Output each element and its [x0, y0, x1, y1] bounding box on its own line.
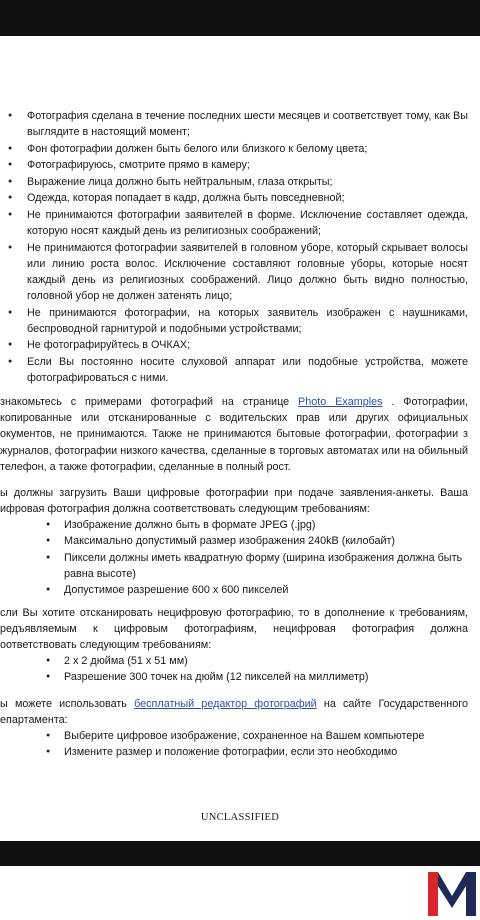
- editor-steps-list: [0, 728, 468, 761]
- editor-text-after: на сайте Государственного епартамента:: [0, 698, 468, 727]
- list-item: ● Не принимаются фотографии заявителей в головном уборе, который скрывает волосы или линию роста волос. Исключение составляют головные уборы, которые носят каждый день из религиозных соображений. Лицо должно быть видно полностью, головной убор не должен затенять лицо;: [0, 240, 468, 304]
- list-item: ● Допустимое разрешение 600 х 600 пикселей: [0, 582, 468, 598]
- top-black-bar: [0, 0, 480, 36]
- list-item: ● Разрешение 300 точек на дюйм (12 пикселей на миллиметр): [0, 669, 468, 685]
- list-item: ● Пиксели должны иметь квадратную форму (ширина изображения должна быть равна высоте): [0, 550, 468, 582]
- classification-footer: UNCLASSIFIED: [200, 812, 280, 823]
- list-item: ● 2 х 2 дюйма (51 х 51 мм): [0, 653, 468, 669]
- list-item: ● Выражение лица должно быть нейтральным, глаза открыты;: [0, 174, 468, 190]
- bottom-black-bar: [0, 841, 480, 866]
- list-item: ● Максимально допустимый размер изображения 240kB (килобайт): [0, 533, 468, 549]
- free-photo-editor-link[interactable]: бесплатный редактор фотографий: [134, 698, 317, 710]
- digital-requirements-list: [0, 517, 468, 599]
- editor-text-before: ы можете использовать: [0, 698, 135, 710]
- list-item: ● Выберите цифровое изображение, сохраненное на Вашем компьютере: [0, 728, 468, 744]
- list-item: ● Не принимаются фотографии, на которых заявитель изображен с наушниками, беспроводной гарнитурой и подобными устройствами;: [0, 305, 468, 337]
- photo-requirements-list: [0, 108, 468, 387]
- list-item: ● Измените размер и положение фотографии, если это необходимо: [0, 744, 468, 760]
- list-item: ● Фотографируюсь, смотрите прямо в камеру;: [0, 157, 468, 173]
- list-item: ● Фотография сделана в течение последних шести месяцев и соответствует тому, как Вы выглядите в настоящий момент;: [0, 108, 468, 140]
- list-item: ● Фон фотографии должен быть белого или близкого к белому цвета;: [0, 141, 468, 157]
- examples-text-after: . Фотографии, копированные или отсканированные с водительских прав или других официальных окументов, не принимаются. Также не принимаются бытовые фотографии, фотографии з журналов, фотографии низкого качества, сделанные в торговых автоматах или на обильный телефон, а также фотографии, сделанные в полный рост.: [0, 396, 469, 473]
- list-item: ● Одежда, которая попадает в кадр, должна быть повседневной;: [0, 190, 468, 206]
- editor-paragraph: [0, 696, 468, 728]
- m-logo-icon: [428, 872, 476, 916]
- list-item: ● Не принимаются фотографии заявителей в форме. Исключение составляет одежда, которую носят каждый день из религиозных соображений;: [0, 207, 468, 239]
- scan-intro-paragraph: сли Вы хотите отсканировать нецифровую фотографию, то в дополнение к требованиям, редъявляемым к цифровым фотографиям, нецифровая фотография должна оответствовать следующим требованиям:: [0, 607, 468, 652]
- examples-paragraph: [0, 394, 468, 475]
- photo-examples-link[interactable]: Photo Examples: [298, 396, 383, 408]
- examples-text-before: знакомьтесь с примерами фотографий на странице: [0, 396, 299, 408]
- list-item: ● Если Вы постоянно носите слуховой аппарат или подобные устройства, можете фотографироваться с ними.: [0, 354, 468, 386]
- scan-requirements-list: [0, 653, 468, 686]
- list-item: ● Изображение должно быть в формате JPEG (.jpg): [0, 517, 468, 533]
- list-item: ● Не фотографируйтесь в ОЧКАХ;: [0, 337, 468, 353]
- digital-intro-paragraph: ы должны загрузить Ваши цифровые фотографии при подаче заявления-анкеты. Ваша ифровая фотография должна соответствовать следующим требованиям:: [0, 487, 468, 516]
- document-page: [0, 36, 480, 841]
